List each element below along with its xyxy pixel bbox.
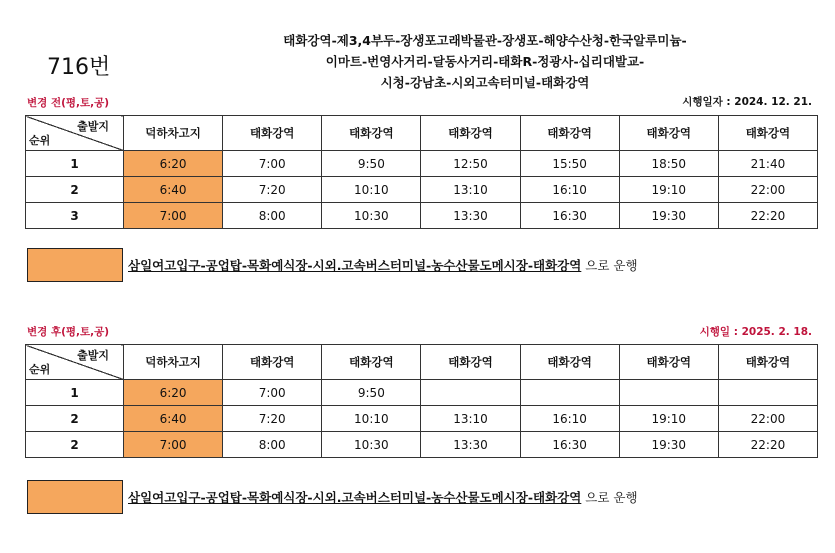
- rank-cell: 1: [26, 380, 124, 406]
- time-cell: 13:30: [421, 432, 520, 458]
- rank-cell: 3: [26, 203, 124, 229]
- column-header: 덕하차고지: [124, 116, 223, 151]
- column-header: 태화강역: [520, 345, 619, 380]
- time-cell: 6:20: [124, 151, 223, 177]
- table-corner-cell: [26, 116, 124, 151]
- route-path-line-2: 이마트-번영사거리-달동사거리-태화R-정광사-십리대발교-: [325, 54, 645, 69]
- corner-departure-label: 출발지: [77, 349, 109, 362]
- rank-cell: 2: [26, 432, 124, 458]
- column-header: 태화강역: [223, 345, 322, 380]
- rank-cell: 1: [26, 151, 124, 177]
- time-cell: 12:50: [421, 151, 520, 177]
- corner-rank-label: 순위: [29, 134, 51, 147]
- before-legend-swatch: [27, 248, 123, 282]
- before-effective-date: 시행일자 : 2024. 12. 21.: [682, 96, 812, 108]
- time-cell: 16:30: [520, 203, 619, 229]
- time-cell: 8:00: [223, 203, 322, 229]
- time-cell: 13:10: [421, 177, 520, 203]
- time-cell: 10:10: [322, 406, 421, 432]
- time-cell: 22:20: [718, 203, 817, 229]
- rank-cell: 2: [26, 177, 124, 203]
- time-cell: 22:20: [718, 432, 817, 458]
- time-cell: 7:00: [223, 151, 322, 177]
- after-legend-swatch: [27, 480, 123, 514]
- before-legend-text: [128, 256, 638, 274]
- column-header: 태화강역: [421, 345, 520, 380]
- time-cell: 7:20: [223, 406, 322, 432]
- time-cell: 6:40: [124, 177, 223, 203]
- time-cell: 8:00: [223, 432, 322, 458]
- route-path-line-3: 시청-강남초-시외고속터미널-태화강역: [380, 75, 590, 90]
- time-cell: 7:00: [124, 432, 223, 458]
- after-label: 변경 후(평,토,공): [27, 326, 110, 338]
- column-header: 태화강역: [520, 116, 619, 151]
- time-cell: 19:30: [619, 432, 718, 458]
- time-cell: 7:00: [223, 380, 322, 406]
- after-legend-route: 삼일여고입구-공업탑-목화예식장-시외.고속버스터미널-농수산물도메시장-태화강역: [128, 490, 582, 505]
- time-cell: 22:00: [718, 177, 817, 203]
- before-legend-suffix: 으로 운행: [581, 258, 638, 273]
- time-cell: 6:20: [124, 380, 223, 406]
- time-cell: 15:50: [520, 151, 619, 177]
- before-legend-route: 삼일여고입구-공업탑-목화예식장-시외.고속버스터미널-농수산물도메시장-태화강역: [128, 258, 582, 273]
- after-legend-text: [128, 488, 638, 506]
- time-cell: 22:00: [718, 406, 817, 432]
- table-row: [26, 177, 818, 203]
- time-cell: [619, 380, 718, 406]
- table-header-row: [26, 116, 818, 151]
- time-cell: 7:00: [124, 203, 223, 229]
- rank-cell: 2: [26, 406, 124, 432]
- column-header: 태화강역: [322, 116, 421, 151]
- time-cell: 10:10: [322, 177, 421, 203]
- time-cell: 19:10: [619, 177, 718, 203]
- time-cell: 19:10: [619, 406, 718, 432]
- column-header: 태화강역: [718, 345, 817, 380]
- before-timetable: [25, 115, 818, 229]
- table-row: [26, 432, 818, 458]
- column-header: 태화강역: [619, 345, 718, 380]
- time-cell: 21:40: [718, 151, 817, 177]
- after-legend-suffix: 으로 운행: [581, 490, 638, 505]
- column-header: 태화강역: [421, 116, 520, 151]
- table-corner-cell: [26, 345, 124, 380]
- time-cell: 18:50: [619, 151, 718, 177]
- column-header: 태화강역: [619, 116, 718, 151]
- corner-rank-label: 순위: [29, 363, 51, 376]
- time-cell: 10:30: [322, 203, 421, 229]
- time-cell: [520, 380, 619, 406]
- time-cell: 13:10: [421, 406, 520, 432]
- time-cell: [421, 380, 520, 406]
- time-cell: 9:50: [322, 151, 421, 177]
- route-number: 716번: [47, 55, 111, 80]
- time-cell: 16:10: [520, 406, 619, 432]
- time-cell: 10:30: [322, 432, 421, 458]
- route-path-line-1: 태화강역-제3,4부두-장생포고래박물관-장생포-해양수산청-한국알루미늄-: [283, 33, 687, 48]
- column-header: 덕하차고지: [124, 345, 223, 380]
- time-cell: 16:10: [520, 177, 619, 203]
- before-label: 변경 전(평,토,공): [27, 97, 110, 109]
- after-effective-date: 시행일 : 2025. 2. 18.: [699, 326, 812, 338]
- time-cell: 19:30: [619, 203, 718, 229]
- time-cell: 6:40: [124, 406, 223, 432]
- table-header-row: [26, 345, 818, 380]
- time-cell: [718, 380, 817, 406]
- time-cell: 16:30: [520, 432, 619, 458]
- time-cell: 9:50: [322, 380, 421, 406]
- after-timetable: [25, 344, 818, 458]
- column-header: 태화강역: [322, 345, 421, 380]
- time-cell: 13:30: [421, 203, 520, 229]
- column-header: 태화강역: [223, 116, 322, 151]
- time-cell: 7:20: [223, 177, 322, 203]
- table-row: [26, 380, 818, 406]
- table-row: [26, 406, 818, 432]
- corner-departure-label: 출발지: [77, 120, 109, 133]
- table-row: [26, 203, 818, 229]
- column-header: 태화강역: [718, 116, 817, 151]
- table-row: [26, 151, 818, 177]
